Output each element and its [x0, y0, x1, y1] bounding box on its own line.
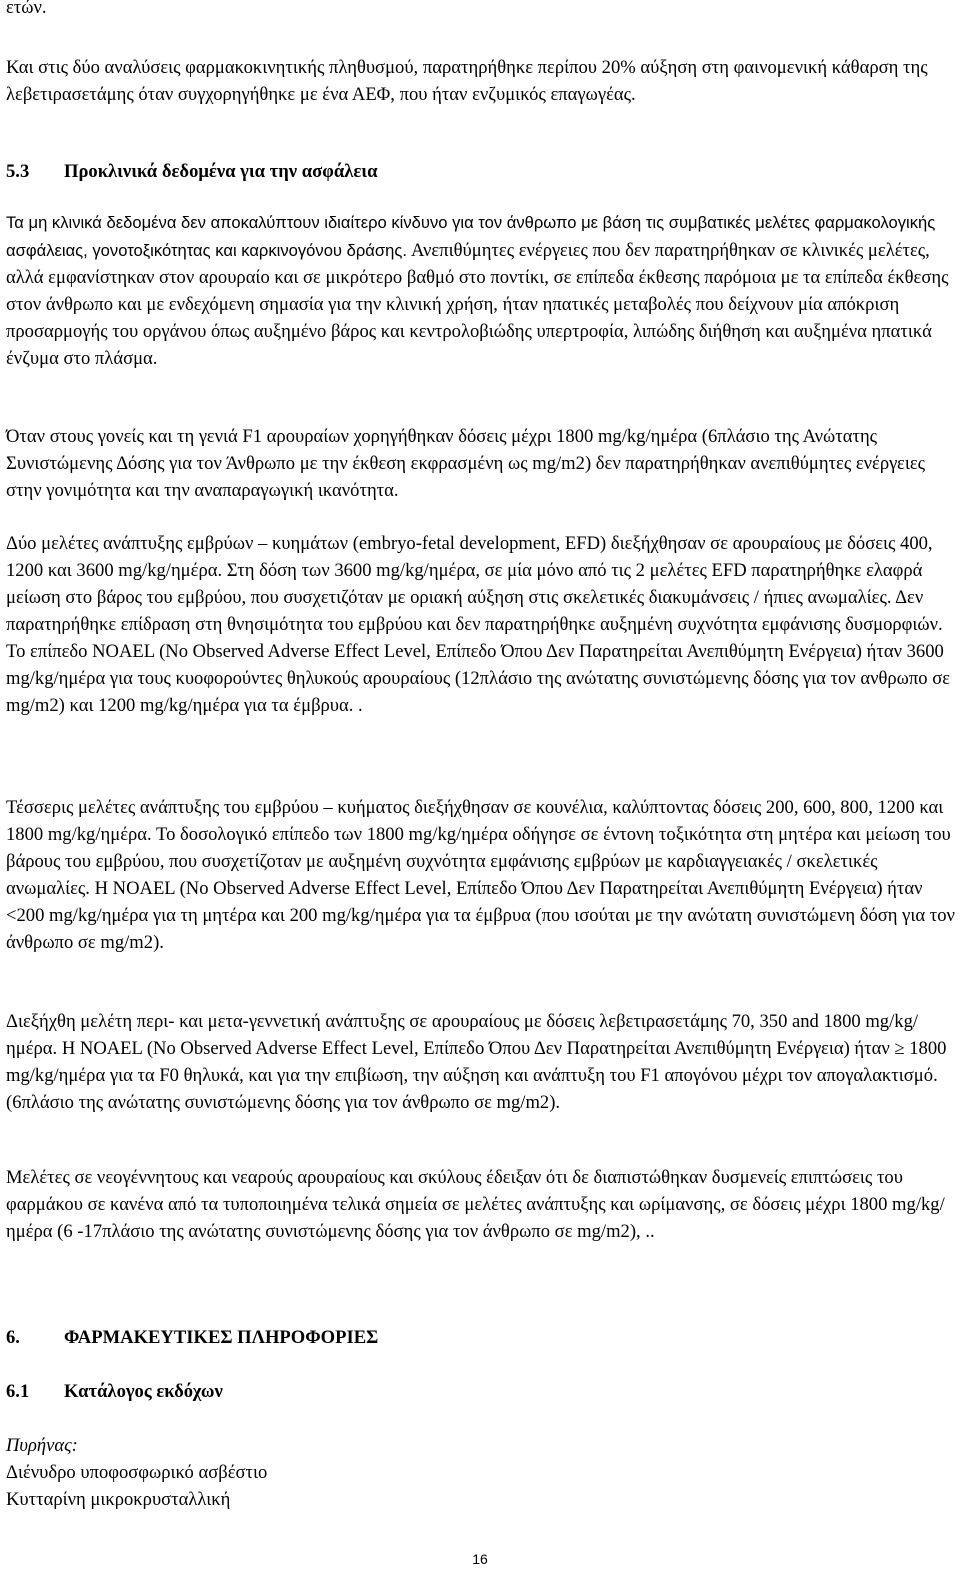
page-number: 16 — [472, 1551, 488, 1567]
text-fragment: ετών. — [6, 0, 47, 18]
fertility-paragraph: Όταν στους γονείς και τη γενιά F1 αρουραίων χορηγήθηκαν δόσεις μέχρι 1800 mg/kg/ημέρα (6πλάσιο της Ανώτατης Συνιστώμενης Δόσης για τον Άνθρωπο με την έκθεση εκφρασμένη ως mg/m2) δεν παρατηρήθηκαν ανεπιθύμητες ενέργειες στην γονιμότητα και την αναπαραγωγική ικανότητα. — [6, 426, 926, 501]
section-number: 5.3 — [6, 161, 30, 182]
section-title: ΦΑΡΜΑΚΕΥΤΙΚΕΣ ΠΛΗΡΟΦΟΡΙΕΣ — [64, 1327, 379, 1348]
section-title: Προκλινικά δεδομένα για την ασφάλεια — [64, 161, 378, 182]
excipient-item: Διένυδρο υποφοσφωρικό ασβέστιο — [6, 1462, 268, 1483]
section-6-1-heading — [6, 1378, 956, 1405]
section-number: 6. — [6, 1327, 20, 1348]
juvenile-paragraph: Μελέτες σε νεογέννητους και νεαρούς αρουραίους και σκύλους έδειξαν ότι δε διαπιστώθηκαν δυσμενείς επιπτώσεις του φαρμάκου σε κανένα από τα τυποποιημένα τελικά σημεία σε μελέτες ανάπτυξης και ωρίμανσης, σε δόσεις μέχρι 1800 mg/kg/ημέρα (6 -17πλάσιο της ανώτατης συνιστώμενης δόσης για τον άνθρωπο σε mg/m2), .. — [6, 1167, 945, 1242]
preclinical-adverse-effects: Ανεπιθύμητες ενέργειες που δεν παρατηρήθηκαν σε κλινικές μελέτες, αλλά εμφανίστηκαν στον αρουραίο και σε μικρότερο βαθμό στο ποντίκι, σε επίπεδα έκθεσης παρόμοια με τα επίπεδα έκθεσης στον άνθρωπο και με ενδεχόμενη σημασία για την κλινική χρήση, ήταν ηπατικές μεταβολές που δείχνουν μία απόκριση προσαρμογής του οργάνου όπως αυξημένο βάρος και κεντρολοβιώδης υπερτροφία, λιπώδης διήθηση και αυξημένα ηπατικά ένζυμα στο πλάσμα. — [6, 239, 949, 370]
efd-rabbits-paragraph: Τέσσερις μελέτες ανάπτυξης του εμβρύου – κυήματος διεξήχθησαν σε κουνέλια, καλύπτοντας δόσεις 200, 600, 800, 1200 και 1800 mg/kg/ημέρα. Το δοσολογικό επίπεδο των 1800 mg/kg/ημέρα οδήγησε σε έντονη τοξικότητα στη μητέρα και μείωση του βάρους του εμβρύου, που συσχετίζοταν με αυξημένη συχνότητα εμφάνισης εμβρύων με καρδιαγγειακές / σκελετικές ανωμαλίες. Η NOAEL (No Observed Adverse Effect Level, Επίπεδο Όπου Δεν Παρατηρείται Ανεπιθύμητη Ενέργεια) ήταν <200 mg/kg/ημέρα για τη μητέρα και 200 mg/kg/ημέρα για τα έμβρυα (που ισούται με την ανώτατη συνιστώμενη δόση για τον άνθρωπο σε mg/m2). — [6, 797, 955, 953]
peri-postnatal-paragraph: Διεξήχθη μελέτη περι- και μετα-γεννετική ανάπτυξης σε αρουραίους με δόσεις λεβετιρασετάμης 70, 350 and 1800 mg/kg/ημέρα. Η NOAEL (No Observed Adverse Effect Level, Επίπεδο Όπου Δεν Παρατηρείται Ανεπιθύμητη Ενέργεια) ήταν ≥ 1800 mg/kg/ημέρα για τα F0 θηλυκά, και για την επιβίωση, την αύξηση και ανάπτυξη του F1 απογόνου μέχρι τον απογαλακτισμό. (6πλάσιο της ανώτατης συνιστώμενης δόσης για τον άνθρωπο σε mg/m2). — [6, 1011, 947, 1113]
preclinical-paragraph — [6, 210, 956, 372]
section-number: 6.1 — [6, 1381, 30, 1402]
pk-paragraph: Και στις δύο αναλύσεις φαρμακοκινητικής πληθυσμού, παρατηρήθηκε περίπου 20% αύξηση στη φαινομενική κάθαρση της λεβετιρασετάμης όταν συγχορηγήθηκε με ένα ΑΕΦ, που ήταν ενζυμικός επαγωγέας. — [6, 57, 928, 105]
excipient-item: Κυτταρίνη μικροκρυσταλλική — [6, 1489, 231, 1510]
section-6-heading — [6, 1324, 956, 1351]
section-title: Κατάλογος εκδόχων — [64, 1381, 223, 1402]
preclinical-summary: Τα μη κλινικά δεδομένα δεν αποκαλύπτουν ιδιαίτερο κίνδυνο για τον άνθρωπο με βάση τις συμβατικές μελέτες φαρμακολογικής ασφάλειας, γονοτοξικότητας και καρκινογόνου δράσης. — [6, 213, 936, 260]
section-5-3-heading — [6, 158, 956, 185]
core-label: Πυρήνας: — [6, 1435, 78, 1456]
efd-rats-paragraph: Δύο μελέτες ανάπτυξης εμβρύων – κυημάτων (embryo-fetal development, EFD) διεξήχθησαν σε αρουραίους με δόσεις 400, 1200 και 3600 mg/kg/ημέρα. Στη δόση των 3600 mg/kg/ημέρα, σε μία μόνο από τις 2 μελέτες EFD παρατηρήθηκε ελαφρά μείωση στο βάρος του εμβρύου, που συσχετιζόταν με οριακή αύξηση στις σκελετικές διακυμάνσεις / ήπιες ανωμαλίες. Δεν παρατηρήθηκε επίδραση στη θνησιμότητα του εμβρύου και δεν παρατηρήθηκε αυξημένη συχνότητα εμφάνισης δυσμορφιών. Το επίπεδο NOAEL (No Observed Adverse Effect Level, Επίπεδο Όπου Δεν Παρατηρείται Ανεπιθύμητη Ενέργεια) ήταν 3600 mg/kg/ημέρα για τους κυοφορούντες θηλυκούς αρουραίους (12πλάσιο της ανώτατης συνιστώμενης δόσης για τον ανθρωπο σε mg/m2) και 1200 mg/kg/ημέρα για τα έμβρυα. . — [6, 533, 951, 716]
